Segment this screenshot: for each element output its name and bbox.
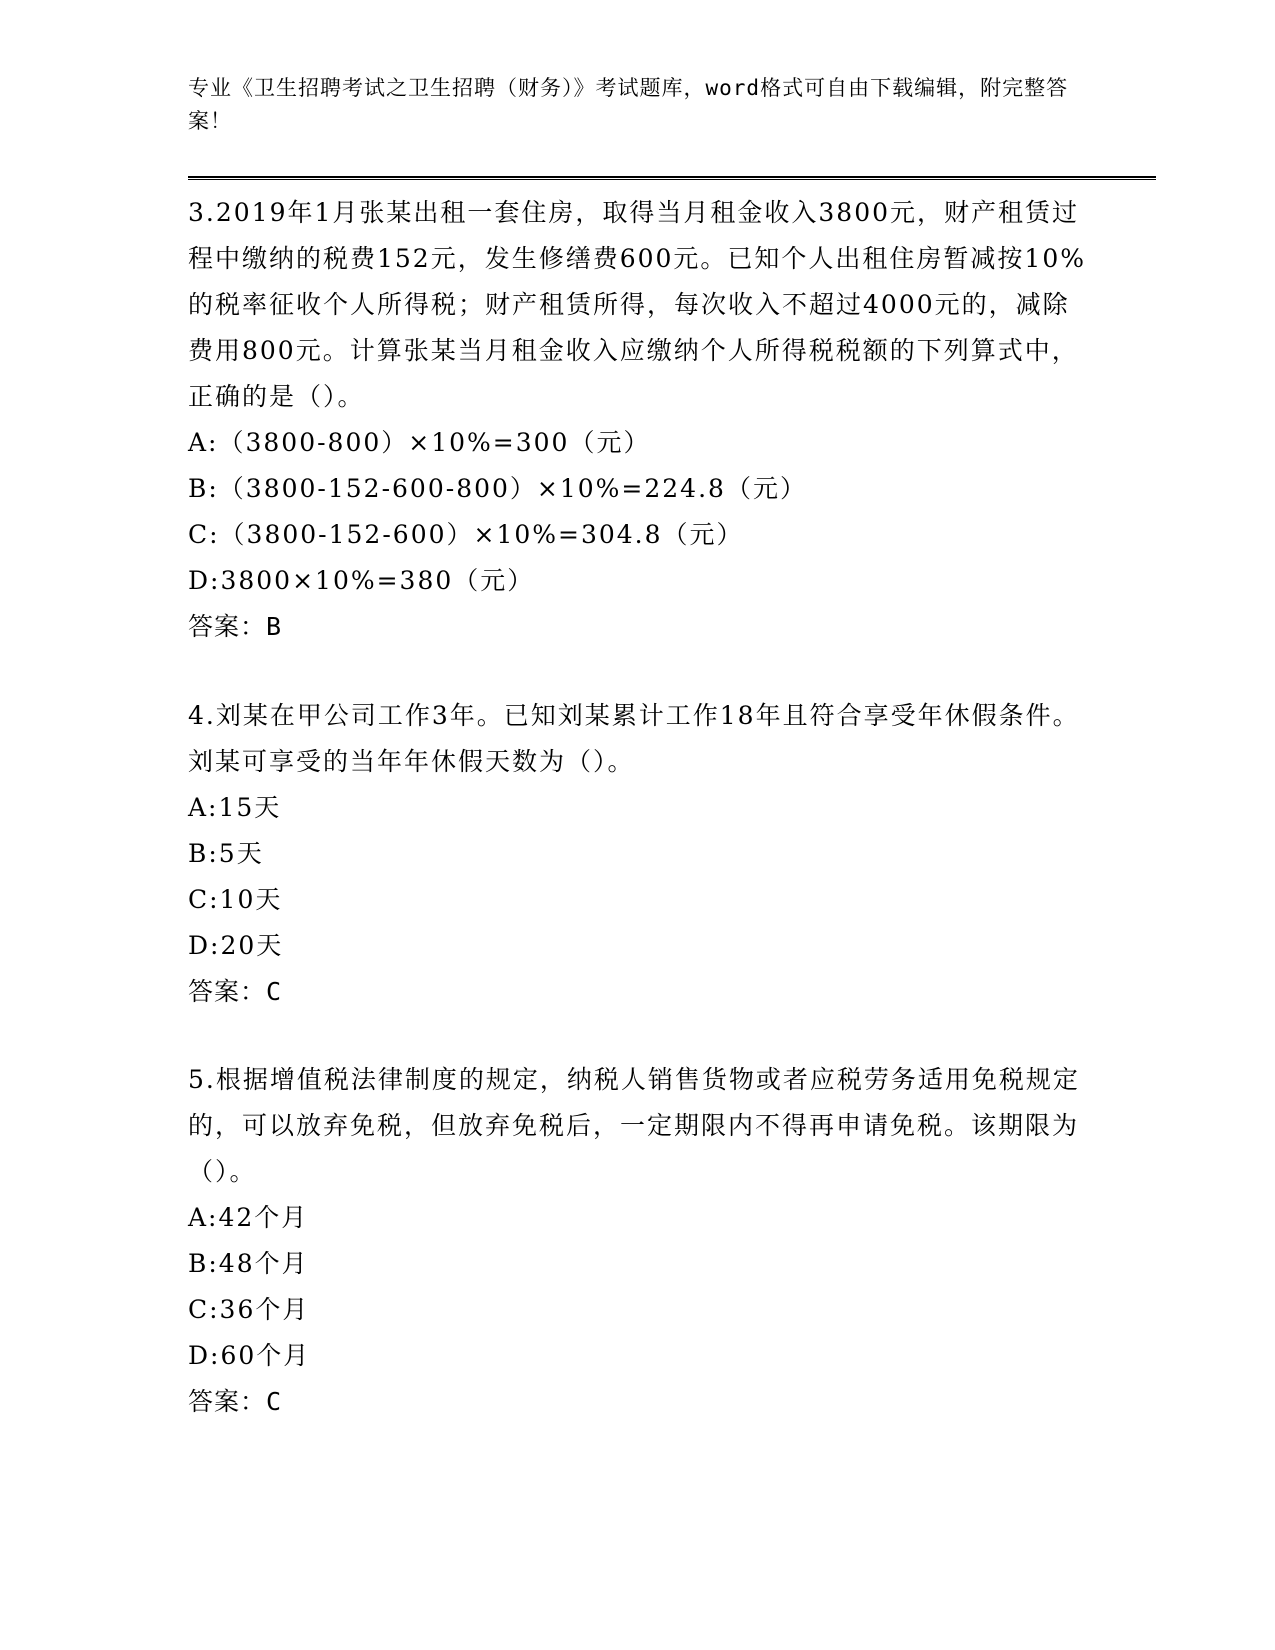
option-a: A:（3800-800）×10%=300（元） xyxy=(188,428,651,457)
option-d: D:60个月 xyxy=(188,1341,311,1370)
option-a: A:15天 xyxy=(188,793,282,822)
question-4 xyxy=(188,693,1088,1015)
question-stem: 3.2019年1月张某出租一套住房，取得当月租金收入3800元，财产租赁过程中缴纳的税费152元，发生修缮费600元。已知个人出租住房暂减按10%的税率征收个人所得税；财产租赁所得，每次收入不超过4000元的，减除费用800元。计算张某当月租金收入应缴纳个人所得税税额的下列算式中，正确的是（）。 xyxy=(188,198,1087,411)
header-divider xyxy=(188,176,1156,180)
option-b: B:5天 xyxy=(188,839,264,868)
document-header: 专业《卫生招聘考试之卫生招聘（财务）》考试题库，word格式可自由下载编辑，附完整答案！ xyxy=(188,76,1069,133)
question-stem: 5.根据增值税法律制度的规定，纳税人销售货物或者应税劳务适用免税规定的，可以放弃免税，但放弃免税后，一定期限内不得再申请免税。该期限为（）。 xyxy=(188,1065,1080,1186)
option-b: B:（3800-152-600-800）×10%=224.8（元） xyxy=(188,474,807,503)
option-c: C:36个月 xyxy=(188,1295,310,1324)
option-a: A:42个月 xyxy=(188,1203,309,1232)
question-3 xyxy=(188,190,1088,650)
question-5 xyxy=(188,1057,1088,1425)
option-d: D:20天 xyxy=(188,931,284,960)
option-d: D:3800×10%=380（元） xyxy=(188,566,535,595)
option-b: B:48个月 xyxy=(188,1249,309,1278)
question-stem: 4.刘某在甲公司工作3年。已知刘某累计工作18年且符合享受年休假条件。刘某可享受的当年年休假天数为（）。 xyxy=(188,701,1080,776)
option-c: C:（3800-152-600）×10%=304.8（元） xyxy=(188,520,744,549)
answer-line: 答案：B xyxy=(188,612,283,641)
option-c: C:10天 xyxy=(188,885,283,914)
answer-line: 答案：C xyxy=(188,977,283,1006)
answer-line: 答案：C xyxy=(188,1387,283,1416)
